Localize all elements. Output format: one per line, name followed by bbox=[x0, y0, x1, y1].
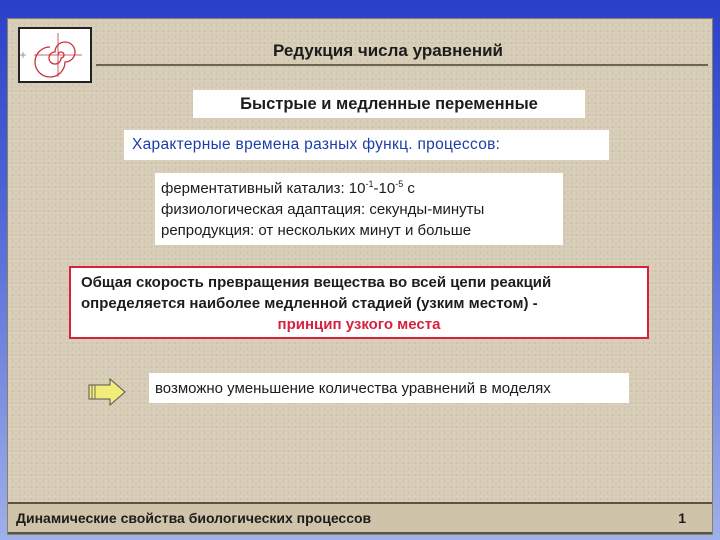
subheading: Быстрые и медленные переменные bbox=[193, 90, 585, 118]
spiral-logo-icon bbox=[18, 27, 92, 83]
principle-line-2: определяется наиболее медленной стадией (узким местом) - bbox=[81, 295, 538, 312]
page-number: 1 bbox=[678, 510, 686, 526]
principle-line-1: Общая скорость превращения вещества во всей цепи реакций bbox=[81, 274, 552, 291]
slide-title: Редукция числа уравнений bbox=[272, 41, 504, 60]
times-line-adaptation: физиологическая адаптация: секунды-минуты bbox=[161, 201, 485, 218]
footer-title: Динамические свойства биологических процессов bbox=[16, 510, 372, 526]
conclusion-box: возможно уменьшение количества уравнений в моделях bbox=[149, 373, 629, 403]
footer bbox=[8, 502, 712, 534]
principle-box bbox=[69, 266, 649, 339]
times-line-reproduction: репродукция: от нескольких минут и больше bbox=[161, 222, 472, 239]
times-list bbox=[155, 173, 563, 245]
times-heading: Характерные времена разных функц. процессов: bbox=[124, 130, 609, 160]
right-arrow-icon bbox=[88, 378, 126, 406]
slide bbox=[7, 18, 713, 535]
times-line-catalysis: ферментативный катализ: $10^{-1}-10^{-5}$ с bbox=[161, 179, 415, 197]
principle-highlight: принцип узкого места bbox=[277, 316, 441, 333]
title-divider bbox=[96, 64, 708, 66]
